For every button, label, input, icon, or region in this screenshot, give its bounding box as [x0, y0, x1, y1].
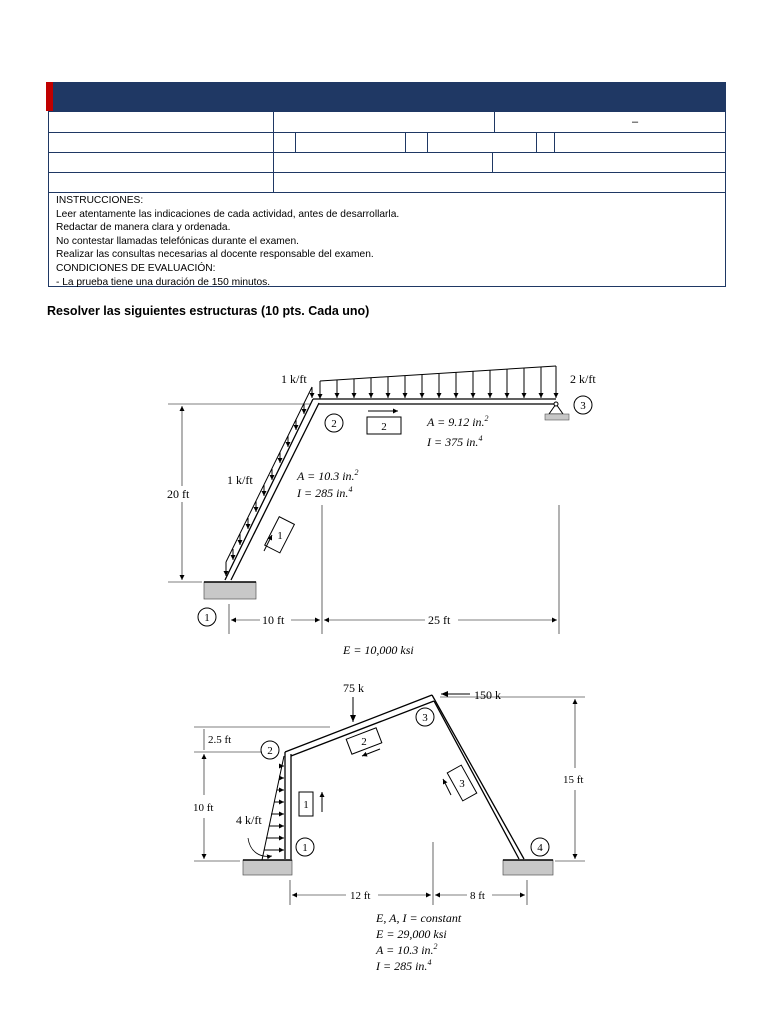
dim-label-10: 10 ft	[193, 802, 214, 814]
dim-label-height: 20 ft	[167, 487, 190, 501]
member-label-1: 1	[303, 799, 309, 811]
member-direction-arrow	[362, 749, 380, 756]
dim-label-right: 25 ft	[428, 613, 451, 627]
node-label-2: 2	[331, 418, 337, 430]
member-label-2: 2	[381, 421, 387, 433]
prop-modulus: E = 29,000 ksi	[376, 927, 447, 941]
node-label-3: 3	[580, 400, 586, 412]
distributed-load-beam	[320, 366, 556, 399]
dim-label-2-5: 2.5 ft	[208, 734, 232, 746]
member-beam-2	[313, 399, 556, 404]
fixed-support-1	[204, 582, 256, 599]
load-label-left: 1 k/ft	[281, 372, 307, 386]
node-label-2: 2	[267, 745, 273, 757]
fixed-support-right	[503, 860, 553, 875]
node-label-1: 1	[204, 612, 210, 624]
load-label-triangular: 4 k/ft	[236, 813, 262, 827]
column-inertia: I = 285 in.$^4$	[297, 485, 353, 500]
dim-label-15: 15 ft	[563, 774, 584, 786]
dim-label-8: 8 ft	[470, 890, 485, 902]
instructions-heading: INSTRUCCIONES:	[56, 195, 144, 206]
column-area: A = 10.3 in.$^2$	[297, 468, 359, 483]
beam-area: A = 9.12 in.$^2$	[427, 414, 489, 429]
member-tag-1	[265, 517, 295, 553]
instruction-line: Redactar de manera clara y ordenada.	[56, 222, 231, 234]
modulus-label: E = 10,000 ksi	[343, 643, 414, 657]
member-tag-3	[447, 765, 477, 801]
point-load-left-label: 150 k	[474, 688, 501, 702]
point-load-down-label: 75 k	[343, 681, 364, 695]
instruction-line: - La prueba tiene una duración de 150 minutos.	[56, 276, 271, 288]
member-label-1: 1	[277, 530, 283, 542]
member-label-2: 2	[361, 736, 367, 748]
prop-constant: E, A, I = constant	[376, 911, 462, 925]
section-title: Resolver las siguientes estructuras (10 pts. Cada uno)	[47, 304, 370, 318]
instruction-line: Leer atentamente las indicaciones de cada actividad, antes de desarrollarla.	[56, 208, 400, 220]
node-label-3: 3	[422, 712, 428, 724]
node-label-4: 4	[537, 842, 543, 854]
beam-inertia: I = 375 in.$^4$	[427, 434, 483, 449]
blank-dash: –	[632, 116, 639, 128]
member-column-1	[285, 752, 291, 859]
dimension-bottom	[290, 842, 527, 905]
evaluation-heading: CONDICIONES DE EVALUACIÓN:	[56, 262, 216, 274]
member-label-3: 3	[459, 778, 465, 790]
instruction-line: Realizar las consultas necesarias al docente responsable del examen.	[56, 249, 374, 261]
dim-label-left: 10 ft	[262, 613, 285, 627]
dim-label-12: 12 ft	[350, 890, 371, 902]
fixed-support-left	[243, 860, 292, 875]
load-label-incline: 1 k/ft	[227, 473, 253, 487]
pin-support-3	[545, 402, 569, 420]
prop-inertia: I = 285 in.$^4$	[376, 958, 432, 973]
triangular-load	[248, 756, 284, 860]
load-label-right: 2 k/ft	[570, 372, 596, 386]
prop-area: A = 10.3 in.$^2$	[376, 942, 438, 957]
node-label-1: 1	[302, 842, 308, 854]
instruction-line: No contestar llamadas telefónicas durante el examen.	[56, 235, 299, 247]
member-direction-arrow	[443, 779, 451, 795]
member-inclined-3	[432, 695, 524, 859]
